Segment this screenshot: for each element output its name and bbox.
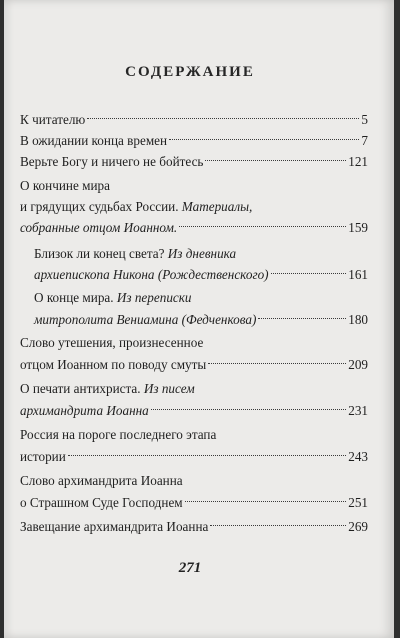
toc-entry-line <box>20 379 368 399</box>
toc-page-number: 209 <box>348 357 368 372</box>
leader-dots <box>205 148 346 161</box>
leader-dots <box>271 261 347 274</box>
toc-page-number: 7 <box>361 133 368 148</box>
toc-entry-title: истории <box>20 449 66 464</box>
toc-entry-title: Завещание архимандрита Иоанна <box>20 519 209 534</box>
toc-entry-title: О печати антихриста. Из писем <box>20 381 195 396</box>
toc-entry-title: Верьте Богу и ничего не бойтесь <box>20 154 204 169</box>
toc-entry-subtitle: Из переписки <box>113 290 192 305</box>
toc-page-number: 269 <box>348 519 368 534</box>
toc-entry-subtitle: Материалы, <box>178 199 253 214</box>
toc-entry-subtitle: архиепископа Никона (Рождественского) <box>34 267 269 282</box>
toc-entry-title: Россия на пороге последнего этапа <box>20 427 217 442</box>
toc-entry-line <box>20 447 368 467</box>
toc-entry-line <box>20 425 368 445</box>
toc-entry-subtitle: Из писем <box>140 381 195 396</box>
toc-entry-line <box>20 333 368 353</box>
page-number: 271 <box>178 560 202 576</box>
toc-entry-title: Слово утешения, произнесенное <box>20 335 204 350</box>
leader-dots <box>179 214 346 227</box>
leader-dots <box>169 127 359 140</box>
toc-page-number: 231 <box>348 403 368 418</box>
toc-entry <box>20 152 368 172</box>
toc-entry-line <box>20 355 368 375</box>
toc-entry-title: Близок ли конец света? Из дневника <box>34 246 237 261</box>
toc-entry-line <box>34 265 368 285</box>
toc-entry-title: отцом Иоанном по поводу смуты <box>20 357 207 372</box>
toc-entry-line <box>20 176 368 196</box>
toc-entry-title: Слово архимандрита Иоанна <box>20 473 183 488</box>
leader-dots <box>258 306 346 319</box>
toc-entry-line <box>20 218 368 238</box>
toc-entry-line <box>34 310 368 330</box>
toc-entry-subtitle: Из дневника <box>164 246 237 261</box>
toc-page-number: 5 <box>361 112 368 127</box>
toc-entry-title: В ожидании конца времен <box>20 133 168 148</box>
toc-entry-title: о Страшном Суде Господнем <box>20 495 183 510</box>
leader-dots <box>185 489 347 502</box>
toc-entry-subtitle: собранные отцом Иоанном. <box>20 220 178 235</box>
leader-dots <box>68 443 346 456</box>
toc-entry-line <box>34 288 368 308</box>
toc-entry-subtitle: митрополита Вениамина (Федченкова) <box>34 312 257 327</box>
toc-entry-title: О кончине мира <box>20 178 110 193</box>
toc-page-number: 161 <box>348 267 368 282</box>
toc-entry-title: и грядущих судьбах России. Материалы, <box>20 199 253 214</box>
toc-page-number: 251 <box>348 495 368 510</box>
toc-page-number: 243 <box>348 449 368 464</box>
leader-dots <box>151 397 346 410</box>
toc-page-number: 180 <box>348 312 368 327</box>
toc-entry-line <box>20 493 368 513</box>
book-page <box>4 0 394 638</box>
toc-entry-line <box>20 471 368 491</box>
leader-dots <box>210 513 346 526</box>
toc-entry-subtitle: архимандрита Иоанна <box>20 403 149 418</box>
toc-page-number: 159 <box>348 220 368 235</box>
leader-dots <box>208 351 346 364</box>
page-title: СОДЕРЖАНИЕ <box>125 64 255 80</box>
leader-dots <box>87 106 359 119</box>
toc-page-number: 121 <box>348 154 368 169</box>
toc-entry-line <box>20 401 368 421</box>
toc-entry-title: О конце мира. Из переписки <box>34 290 192 305</box>
toc-entry <box>20 517 368 537</box>
toc-entry-title: К читателю <box>20 112 86 127</box>
